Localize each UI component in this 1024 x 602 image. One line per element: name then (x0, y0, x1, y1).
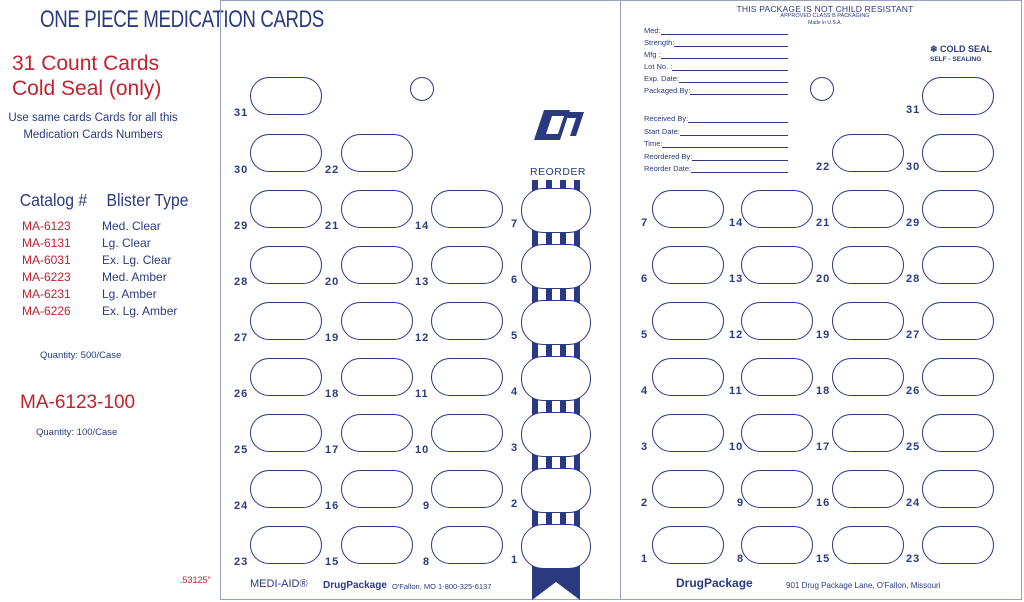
blister-type: Lg. Clear (102, 236, 151, 250)
blister-number: 2 (641, 497, 649, 509)
blister-cavity (922, 470, 994, 508)
blister-number: 31 (906, 104, 921, 116)
cold-seal-brand: ❄ COLD SEAL (930, 44, 993, 54)
blister-cavity (741, 190, 813, 228)
blister-number: 25 (906, 441, 921, 453)
usage-note: Use same cards Cards for all this Medication Cards Numbers (8, 112, 178, 141)
blister-cavity (341, 190, 413, 228)
blister-cavity (652, 358, 724, 396)
blister-number: 23 (906, 553, 921, 565)
blister-cavity (832, 134, 904, 172)
catalog-code: MA-6231 (22, 287, 71, 301)
blister-number: 19 (816, 329, 831, 341)
blister-number: 29 (234, 220, 249, 232)
blister-cavity (431, 190, 503, 228)
blister-cavity (431, 414, 503, 452)
blister-number: 24 (906, 497, 921, 509)
blister-cavity (250, 414, 322, 452)
blister-number: 17 (325, 444, 340, 456)
blister-number: 7 (641, 217, 649, 229)
blister-number: 18 (816, 385, 831, 397)
blister-cavity (652, 470, 724, 508)
blister-cavity (741, 246, 813, 284)
blister-cavity (431, 526, 503, 564)
self-sealing-label: SELF - SEALING (930, 56, 982, 63)
blister-number: 9 (423, 500, 431, 512)
blister-cavity (341, 414, 413, 452)
blister-number: 26 (234, 388, 249, 400)
blister-type: Ex. Lg. Clear (102, 253, 172, 267)
blister-number: 25 (234, 444, 249, 456)
company-address: 901 Drug Package Lane, O'Fallon, Missouri (786, 581, 941, 590)
made-in-label: Made in U.S.A. (808, 20, 842, 26)
blister-number: 27 (234, 332, 249, 344)
blister-cavity (832, 470, 904, 508)
blister-number: 8 (737, 553, 745, 565)
label-field[interactable]: Time: (644, 139, 788, 148)
blister-number: 28 (234, 276, 249, 288)
hang-hole-left (410, 77, 434, 101)
page-title: ONE PIECE MEDICATION CARDS (40, 6, 324, 33)
blister-cavity (922, 358, 994, 396)
blister-cavity (431, 470, 503, 508)
blister-number: 10 (729, 441, 744, 453)
blister-cavity (652, 414, 724, 452)
blister-cavity (341, 470, 413, 508)
blister-cavity (341, 358, 413, 396)
alt-catalog-code: MA-6123-100 (20, 392, 136, 413)
blister-cavity (832, 302, 904, 340)
blister-cavity (250, 526, 322, 564)
blister-number: 3 (511, 442, 519, 454)
blister-cavity (652, 190, 724, 228)
blister-cavity (250, 358, 322, 396)
blister-number: 6 (641, 273, 649, 285)
blister-number: 24 (234, 500, 249, 512)
blister-number: 3 (641, 441, 649, 453)
blister-number: 1 (641, 553, 649, 565)
catalog-code: MA-6031 (22, 253, 71, 267)
blister-number: 11 (729, 385, 743, 397)
blister-cavity (521, 356, 591, 401)
blister-cavity (341, 246, 413, 284)
blister-number: 21 (816, 217, 831, 229)
blister-type: Med. Amber (102, 270, 167, 284)
blister-cavity (832, 190, 904, 228)
blister-number: 15 (325, 556, 340, 568)
blister-type: Med. Clear (102, 219, 161, 233)
hang-hole-right (810, 77, 834, 101)
blister-type: Lg. Amber (102, 287, 157, 301)
blister-cavity (741, 358, 813, 396)
quantity-alt: Quantity: 100/Case (36, 427, 118, 438)
blister-cavity (922, 190, 994, 228)
blister-cavity (341, 134, 413, 172)
blister-number: 17 (816, 441, 831, 453)
blister-number: 23 (234, 556, 249, 568)
medi-aid-brand: MEDI-AID® (250, 578, 308, 590)
count-line: 31 Count Cards (12, 52, 160, 75)
catalog-code: MA-6223 (22, 270, 71, 284)
blister-cavity (250, 134, 322, 172)
blister-number: 19 (325, 332, 340, 344)
quantity-case: Quantity: 500/Case (40, 350, 122, 361)
blister-number: 13 (415, 276, 430, 288)
blister-cavity (741, 302, 813, 340)
drugpackage-brand-left: DrugPackage (323, 580, 387, 591)
blister-cavity (652, 526, 724, 564)
dimension-label: .53125" (180, 575, 211, 585)
blister-cavity (250, 246, 322, 284)
blister-number: 5 (511, 330, 519, 342)
label-field[interactable]: Exp. Date: (644, 74, 788, 83)
label-field[interactable]: Reorder Date: (644, 164, 788, 173)
label-field[interactable]: Med: (644, 26, 788, 35)
blister-number: 18 (325, 388, 340, 400)
blister-number: 30 (234, 164, 249, 176)
blister-number: 10 (415, 444, 430, 456)
blister-cavity (250, 190, 322, 228)
blister-number: 11 (415, 388, 429, 400)
blister-cavity (832, 358, 904, 396)
blister-number: 30 (906, 161, 921, 173)
blister-cavity (652, 246, 724, 284)
blister-number: 27 (906, 329, 921, 341)
company-location: O'Fallon, MO 1-800-325-6137 (392, 582, 492, 591)
reorder-label: REORDER (530, 166, 587, 178)
blister-cavity (741, 470, 813, 508)
blister-cavity (741, 526, 813, 564)
blister-cavity (922, 134, 994, 172)
blister-number: 12 (729, 329, 744, 341)
blister-cavity (341, 526, 413, 564)
blister-number: 28 (906, 273, 921, 285)
label-field[interactable]: Mfg : (644, 50, 788, 59)
blister-cavity (652, 302, 724, 340)
seal-line: Cold Seal (only) (12, 77, 162, 100)
blister-number: 12 (415, 332, 430, 344)
blister-cavity (521, 244, 591, 289)
blister-cavity (922, 77, 994, 115)
blister-number: 16 (816, 497, 831, 509)
blister-number: 13 (729, 273, 744, 285)
blister-cavity (521, 300, 591, 345)
label-field[interactable]: Packaged By: (644, 86, 788, 95)
blister-cavity (521, 188, 591, 233)
blister-cavity (832, 526, 904, 564)
blister-cavity (431, 358, 503, 396)
blister-cavity (250, 77, 322, 115)
blister-type-header: Blister Type (106, 190, 189, 210)
blister-number: 6 (511, 274, 519, 286)
blister-cavity (521, 412, 591, 457)
catalog-code: MA-6131 (22, 236, 71, 250)
approved-packaging: APPROVED CLASS B PACKAGING (780, 13, 870, 19)
blister-cavity (431, 302, 503, 340)
blister-cavity (741, 414, 813, 452)
blister-cavity (922, 414, 994, 452)
blister-number: 21 (325, 220, 340, 232)
catalog-code: MA-6123 (22, 219, 71, 233)
blister-number: 16 (325, 500, 340, 512)
catalog-header: Catalog # (19, 190, 88, 210)
blister-number: 15 (816, 553, 831, 565)
label-field[interactable]: Received By: (644, 114, 788, 123)
blister-number: 31 (234, 107, 249, 119)
blister-number: 22 (325, 164, 340, 176)
blister-cavity (922, 526, 994, 564)
blister-number: 7 (511, 218, 519, 230)
child-resistant-warning: THIS PACKAGE IS NOT CHILD RESISTANT (736, 4, 914, 14)
blister-number: 22 (816, 161, 831, 173)
blister-cavity (832, 414, 904, 452)
blister-number: 1 (511, 554, 519, 566)
blister-cavity (521, 524, 591, 569)
label-field[interactable]: Reordered By: (644, 152, 788, 161)
blister-cavity (341, 302, 413, 340)
blister-cavity (922, 302, 994, 340)
blister-number: 26 (906, 385, 921, 397)
label-field[interactable]: Start Date: (644, 127, 788, 136)
blister-number: 9 (737, 497, 745, 509)
drugpackage-brand-right: DrugPackage (676, 576, 753, 590)
blister-number: 14 (729, 217, 744, 229)
blister-cavity (521, 468, 591, 513)
label-field[interactable]: Lot No. : (644, 62, 788, 71)
blister-number: 4 (641, 385, 649, 397)
blister-number: 20 (325, 276, 340, 288)
blister-number: 29 (906, 217, 921, 229)
blister-number: 14 (415, 220, 430, 232)
blister-number: 2 (511, 498, 519, 510)
blister-cavity (250, 470, 322, 508)
blister-number: 20 (816, 273, 831, 285)
catalog-code: MA-6226 (22, 304, 71, 318)
blister-cavity (431, 246, 503, 284)
blister-number: 5 (641, 329, 649, 341)
label-field[interactable]: Strength: (644, 38, 788, 47)
blister-type: Ex. Lg. Amber (102, 304, 178, 318)
blister-number: 4 (511, 386, 519, 398)
blister-cavity (250, 302, 322, 340)
blister-cavity (922, 246, 994, 284)
blister-number: 8 (423, 556, 431, 568)
blister-cavity (832, 246, 904, 284)
dp-logo-icon (530, 108, 586, 142)
